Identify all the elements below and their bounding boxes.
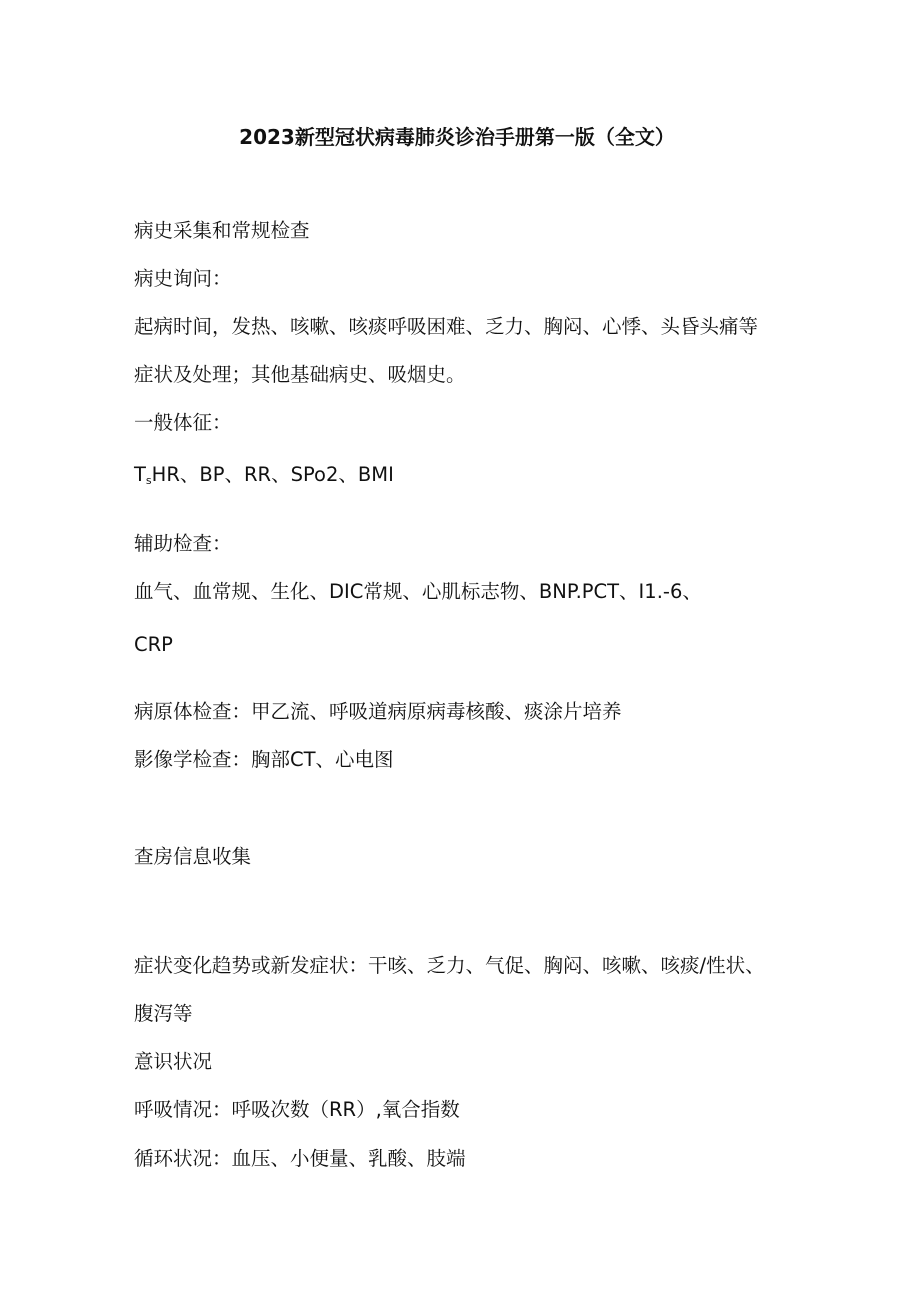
document-title: 2023新型冠状病毒肺炎诊治手册第一版（全文）	[239, 125, 675, 149]
aux-text-line-1: 血气、血常规、生化、DIC常规、心肌标志物、BNP.PCT、I1.-6、	[134, 580, 702, 603]
symptom-text-line-2: 腹泻等	[134, 1002, 193, 1025]
history-text-line-1: 起病时间，发热、咳嗽、咳痰呼吸困难、乏力、胸闷、心悸、头昏头痛等	[134, 315, 759, 338]
imaging-text: 影像学检查：胸部CT、心电图	[134, 748, 394, 771]
vitals-label: 一般体征：	[134, 411, 232, 434]
section-heading-rounds: 查房信息收集	[134, 845, 252, 868]
respiration-text: 呼吸情况：呼吸次数（RR）,氧合指数	[134, 1098, 460, 1121]
symptom-text-line-1: 症状变化趋势或新发症状：干咳、乏力、气促、胸闷、咳嗽、咳痰/性状、	[134, 954, 765, 977]
history-label: 病史询问：	[134, 267, 232, 290]
circulation-text: 循环状况：血压、小便量、乳酸、肢端	[134, 1147, 466, 1170]
history-text-line-2: 症状及处理；其他基础病史、吸烟史。	[134, 363, 466, 386]
consciousness-text: 意识状况	[134, 1050, 213, 1073]
aux-text-line-2: CRP	[134, 633, 173, 656]
vitals-t: T	[134, 463, 146, 486]
pathogen-text: 病原体检查：甲乙流、呼吸道病原病毒核酸、痰涂片培养	[134, 700, 622, 723]
aux-label: 辅助检查：	[134, 532, 232, 555]
vitals-subscript: s	[145, 474, 152, 487]
vitals-text	[134, 461, 394, 489]
section-heading-history: 病史采集和常规检查	[134, 219, 310, 242]
vitals-rest: HR、BP、RR、SPo2、BMI	[151, 463, 394, 486]
